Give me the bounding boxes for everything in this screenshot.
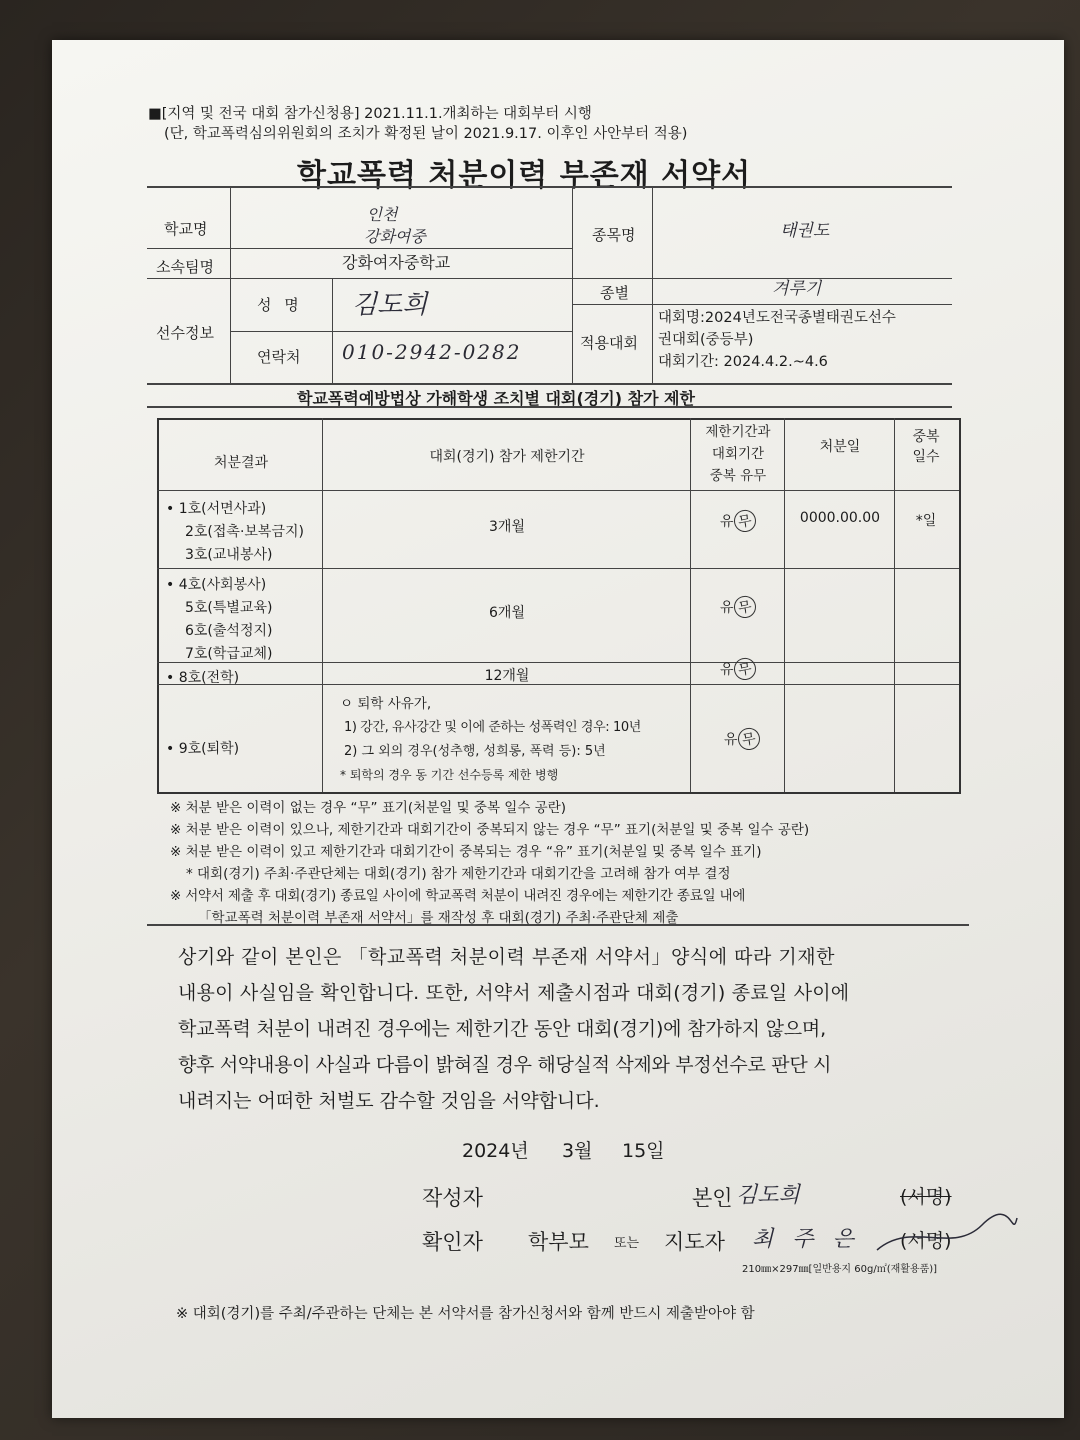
info-line <box>230 331 572 332</box>
row3-overlap <box>720 658 755 680</box>
header-days-2: 일수 <box>912 449 940 465</box>
apply-line-3: 대회기간: 2024.4.2.~4.6 <box>658 354 828 370</box>
note-2: ※ 처분 받은 이력이 있으나, 제한기간과 대회기간이 중복되지 않는 경우 “무” 표기(처분일 및 중복 일수 공란) <box>170 822 810 838</box>
contact-label: 연락처 <box>257 348 301 366</box>
team-label: 소속팀명 <box>156 258 214 276</box>
row1-result-3: 3호(교내봉사) <box>185 547 273 563</box>
self-sign-label: (서명) <box>900 1186 952 1208</box>
info-line <box>652 186 653 383</box>
self-label: 본인 <box>692 1186 733 1210</box>
table-line <box>157 490 959 491</box>
note-1: ※ 처분 받은 이력이 없는 경우 “무” 표기(처분일 및 중복 일수 공란) <box>170 800 567 816</box>
row4-period-1: ㅇ 퇴학 사유가, <box>340 696 432 712</box>
header-period: 대회(경기) 참가 제한기간 <box>429 449 585 465</box>
team-value: 강화여자중학교 <box>342 253 451 272</box>
header-days-1: 중복 <box>912 429 940 445</box>
school-value-region: 인천 <box>366 205 398 224</box>
row2-result-2: 5호(특별교육) <box>185 600 273 616</box>
info-top-border <box>147 186 952 188</box>
school-label: 학교명 <box>164 220 208 238</box>
row3-result-1: • 8호(전학) <box>166 670 240 686</box>
confirm-label: 확인자 <box>422 1230 483 1254</box>
restriction-title-border <box>147 406 952 408</box>
signature-scribble <box>872 1210 1022 1260</box>
header-overlap-2: 대회기간 <box>711 446 765 462</box>
pledge-line-1: 상기와 같이 본인은 「학교폭력 처분이력 부존재 서약서」양식에 따라 기재한 <box>178 946 835 968</box>
date-day: 15일 <box>622 1140 665 1162</box>
overlap-no-circled: 무 <box>732 508 757 533</box>
notes-bottom-border <box>147 924 969 926</box>
table-line <box>157 568 959 569</box>
row3-period: 12개월 <box>484 668 530 684</box>
document-page <box>52 40 1064 1418</box>
event-value: 태권도 <box>780 221 830 241</box>
row4-period-2: 1) 강간, 유사강간 및 이에 준하는 성폭력인 경우: 10년 <box>344 720 641 735</box>
info-line <box>572 186 573 383</box>
pledge-line-3: 학교폭력 처분이 내려진 경우에는 제한기간 동안 대회(경기)에 참가하지 않으며, <box>178 1018 826 1040</box>
paper-spec: 210㎜×297㎜[일반용지 60g/㎡(재활용품)] <box>742 1264 938 1275</box>
info-line <box>332 278 333 383</box>
info-line <box>147 248 572 249</box>
row2-result-3: 6호(출석정지) <box>185 623 273 639</box>
row1-result-2: 2호(접촉·보복금지) <box>185 524 304 540</box>
apply-line-2: 권대회(중등부) <box>658 332 754 348</box>
header-overlap-3: 중복 유무 <box>709 468 767 484</box>
player-info-label: 선수정보 <box>156 324 214 342</box>
overlap-yes: 유 <box>724 732 738 748</box>
header-result: 처분결과 <box>213 455 269 471</box>
or-label: 또는 <box>614 1236 640 1251</box>
row4-overlap <box>724 728 759 750</box>
category-value: 겨루기 <box>772 279 822 299</box>
name-label: 성 명 <box>257 296 303 314</box>
table-line <box>784 418 785 792</box>
pledge-line-2: 내용이 사실임을 확인합니다. 또한, 서약서 제출시점과 대회(경기) 종료일 사이에 <box>178 982 850 1004</box>
table-line <box>690 418 691 792</box>
row1-overlap <box>720 510 755 532</box>
overlap-no-circled: 무 <box>736 726 761 751</box>
coach-label: 지도자 <box>664 1230 725 1254</box>
table-line <box>157 662 959 663</box>
overlap-yes: 유 <box>720 600 734 616</box>
note-6: 「학교폭력 처분이력 부존재 서약서」를 재작성 후 대회(경기) 주최·주관단체 제출 <box>198 910 679 926</box>
note-3: ※ 처분 받은 이력이 있고 제한기간과 대회기간이 중복되는 경우 “유” 표기(처분일 및 중복 일수 표기) <box>170 844 762 860</box>
name-value: 김도희 <box>352 290 428 320</box>
row2-overlap <box>720 596 755 618</box>
info-line <box>572 304 952 305</box>
table-line <box>894 418 895 792</box>
note-4: * 대회(경기) 주최·주관단체는 대회(경기) 참가 제한기간과 대회기간을 고려해 참가 여부 결정 <box>186 866 731 882</box>
row2-result-1: • 4호(사회봉사) <box>166 577 267 593</box>
overlap-yes: 유 <box>720 514 734 530</box>
apply-label: 적용대회 <box>580 334 638 352</box>
pledge-line-5: 내려지는 어떠한 처벌도 감수할 것임을 서약합니다. <box>178 1090 600 1112</box>
apply-line-1: 대회명:2024년도전국종별태권도선수 <box>658 310 896 326</box>
date-year: 2024년 <box>462 1140 529 1162</box>
table-line <box>322 418 323 792</box>
restriction-title: 학교폭력예방법상 가해학생 조치별 대회(경기) 참가 제한 <box>297 389 695 408</box>
coach-sign-label: (서명) <box>900 1230 952 1252</box>
info-line <box>147 278 952 279</box>
row1-result-1: • 1호(서면사과) <box>166 501 267 517</box>
footer-note: ※ 대회(경기)를 주최/주관하는 단체는 본 서약서를 참가신청서와 함께 반드시 제출받아야 함 <box>176 1306 755 1322</box>
row4-period-3: 2) 그 외의 경우(성추행, 성희롱, 폭력 등): 5년 <box>344 744 606 759</box>
overlap-no-circled: 무 <box>732 594 757 619</box>
row4-result-1: • 9호(퇴학) <box>166 741 240 757</box>
document-title: 학교폭력 처분이력 부존재 서약서 <box>297 158 752 193</box>
pledge-line-4: 향후 서약내용이 사실과 다름이 밝혀질 경우 해당실적 삭제와 부정선수로 판단 시 <box>178 1054 832 1076</box>
row4-period-4: * 퇴학의 경우 동 기간 선수등록 제한 병행 <box>340 768 559 782</box>
overlap-no-circled: 무 <box>732 656 757 681</box>
row2-result-4: 7호(학급교체) <box>185 646 273 662</box>
header-overlap-1: 제한기간과 <box>705 424 771 440</box>
writer-label: 작성자 <box>422 1186 483 1210</box>
school-value-name: 강화여중 <box>364 227 426 246</box>
date-month: 3월 <box>562 1140 593 1162</box>
row1-days: *일 <box>915 513 937 529</box>
row1-period: 3개월 <box>489 519 525 535</box>
coach-signature: 최 주 은 <box>752 1227 860 1252</box>
header-date: 처분일 <box>819 439 861 455</box>
overlap-yes: 유 <box>720 662 734 678</box>
info-bottom-border <box>147 383 952 385</box>
category-label: 종별 <box>600 284 629 302</box>
event-label: 종목명 <box>592 226 636 244</box>
parent-label: 학부모 <box>528 1230 589 1254</box>
header-line-1: ■[지역 및 전국 대회 참가신청용] 2021.11.1.개최하는 대회부터 시행 <box>148 106 592 122</box>
info-line <box>230 186 231 383</box>
row1-date: 0000.00.00 <box>799 510 881 526</box>
header-line-2: (단, 학교폭력심의위원회의 조치가 확정된 날이 2021.9.17. 이후인 사안부터 적용) <box>164 126 688 142</box>
note-5: ※ 서약서 제출 후 대회(경기) 종료일 사이에 학교폭력 처분이 내려진 경우에는 제한기간 종료일 내에 <box>170 888 746 904</box>
row2-period: 6개월 <box>489 605 525 621</box>
contact-value: 010-2942-0282 <box>342 340 522 364</box>
self-signature: 김도희 <box>736 1183 800 1208</box>
